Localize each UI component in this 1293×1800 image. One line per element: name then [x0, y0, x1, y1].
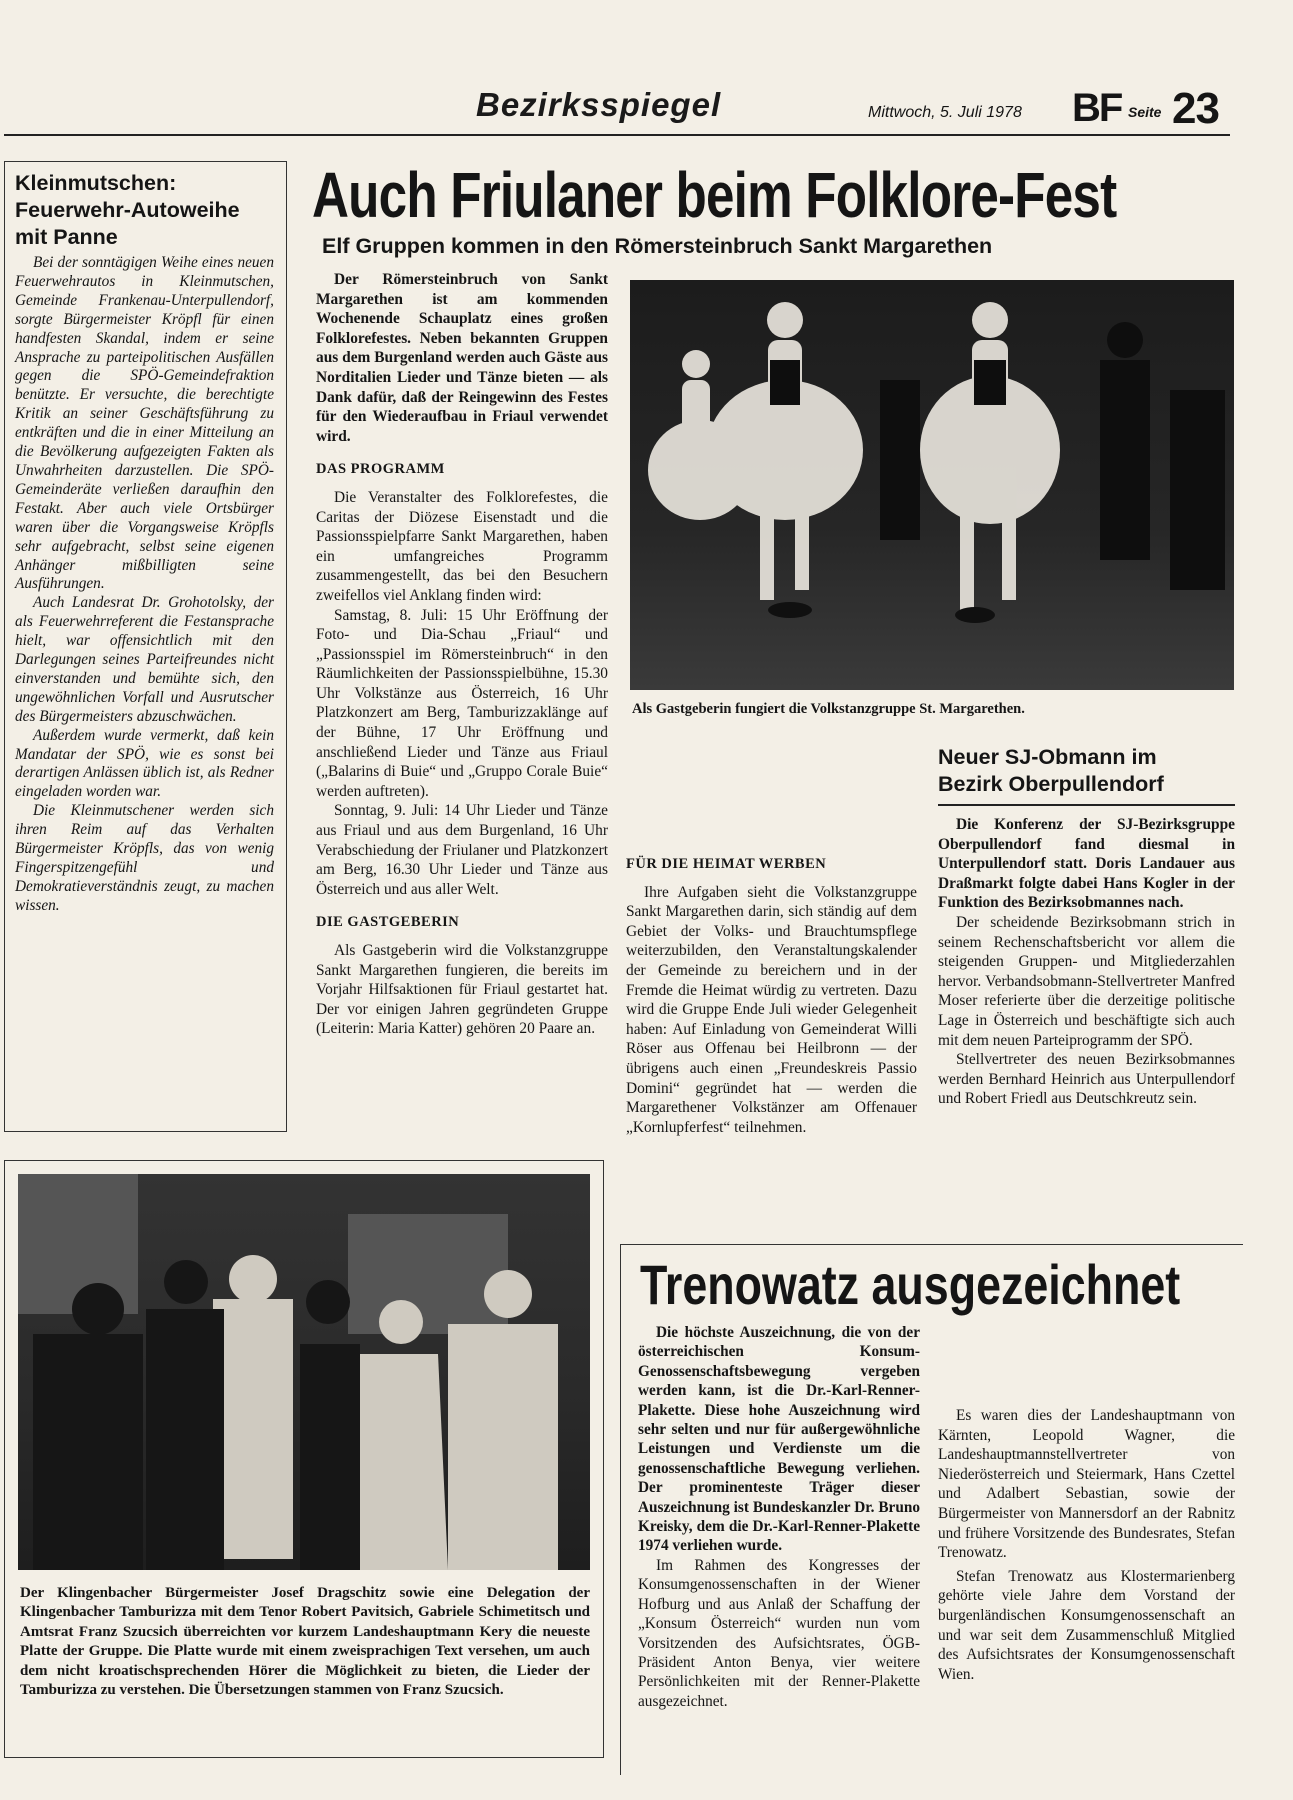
sj-paragraph: Der scheidende Bezirksobmann strich in seinem Rechenschaftsbericht vor allem die steigenden Gruppen- und Mitgliederzahlen hervor. Verbandsobmann-Stellvertreter Manfred Moser referierte über die derzeitige politische Lage in Österreich und beschäftigte sich auch mit dem neuen Parteiprogramm der SPÖ.	[938, 913, 1235, 1049]
trenowatz-headline: Trenowatz ausgezeichnet	[640, 1253, 1181, 1316]
sj-headline-line-2: Bezirk Oberpullendorf	[938, 772, 1164, 796]
section-title: Bezirksspiegel	[476, 86, 722, 123]
main-paragraph: Die Veranstalter des Folklorefestes, die Caritas der Diözese Eisenstadt und die Passionsspielpfarre Sankt Margarethen, haben ein umfangreiches Programm zusammengestellt, das bei den Besuchern zweifellos viel Anklang finden wird:	[316, 488, 608, 604]
dancers-illustration	[630, 280, 1234, 690]
page-number: 23	[1172, 84, 1219, 133]
main-paragraph: Ihre Aufgaben sieht die Volkstanzgruppe Sankt Margarethen darin, sich ständig auf dem Gebiet der Volks- und Brauchtumspflege weiterzubilden, den Veranstaltungskalender der Gemeinde zu bereichern und in der Fremde die Heimat würdig zu vertreten. Dazu wird die Gruppe Ende Juli wieder Gelegenheit haben: Auf Einladung von Gemeinderat Willi Röser aus Offenau bei Heilbronn — der übrigens auch einen „Freundeskreis Passio Domini“ gegründet hat — werden die Margarethener Volkstänzer am Offenauer „Kornlupferfest“ teilnehmen.	[626, 883, 917, 1136]
main-paragraph: Als Gastgeberin wird die Volkstanzgruppe Sankt Margarethen fungieren, die bereits im Vorjahr Hilfsaktionen für Friaul gestartet hat. Der vor einigen Jahren gegründeten Gruppe (Leiterin: Maria Katter) gehören 20 Paare an.	[316, 942, 608, 1038]
tamburizza-caption: Der Klingenbacher Bürgermeister Josef Dragschitz sowie eine Delegation der Klingenbacher Tamburizza mit dem Tenor Robert Pavitsich, Gabriele Schimetitsch und Amtsrat Franz Szucsich überreichten vor kurzem Landeshauptmann Kery die neueste Platte der Gruppe. Die Platte wurde mit einem zweisprachigen Text versehen, um auch dem nicht kroatischsprechenden Hörer die Möglichkeit zu bieten, die Lieder der Tamburizza zu verstehen. Die Übersetzungen stammen von Franz Szucsich.	[20, 1585, 590, 1699]
main-paragraph: Sonntag, 9. Juli: 14 Uhr Lieder und Tänze aus Friaul und aus dem Burgenland, 16 Uhr Verabschiedung der Friulaner und Platzkonzert am Berg, 16.30 Uhr Lieder und Tänze aus Österreich und aus aller Welt.	[316, 802, 608, 898]
sidebar-headline-line-3: mit Panne	[15, 225, 118, 249]
main-subhead: Elf Gruppen kommen in den Römersteinbruch Sankt Margarethen	[322, 234, 993, 258]
section-heading-heimat: FÜR DIE HEIMAT WERBEN	[626, 856, 827, 872]
tamburizza-illustration	[18, 1174, 590, 1570]
page-label: Seite	[1128, 104, 1162, 120]
sidebar-paragraph: Die Kleinmutschener werden sich ihren Reim auf das Verhalten Bürgermeister Kröpfls, das von wenig Fingerspitzengefühl und Demokratieverständnis zeugt, zu machen wissen.	[15, 802, 274, 914]
sidebar-paragraph: Auch Landesrat Dr. Grohotolsky, der als Feuerwehrreferent die Festansprache hielt, war offensichtlich mit den Darlegungen seines Parteifreundes nicht einverstanden und bemühte sich, den ungewöhnlichen Vorfall und Ausrutscher des Bürgermeisters abzuschwächen.	[15, 594, 274, 725]
section-heading-programm: DAS PROGRAMM	[316, 461, 445, 478]
sj-paragraph: Stellvertreter des neuen Bezirksobmannes werden Bernhard Heinrich aus Unterpullendorf und Robert Friedl aus Deutschkreutz sein.	[938, 1051, 1235, 1108]
main-paragraph: Samstag, 8. Juli: 15 Uhr Eröffnung der Foto- und Dia-Schau „Friaul“ und „Passionsspiel im Römersteinbruch“ in den Räumlichkeiten der Passionsspielbühne, 15.30 Uhr Volkstänze aus Österreich, 16 Uhr Platzkonzert am Berg, Tamburizzaklänge auf der Bühne, 17 Uhr Eröffnung und anschließend Lieder und Tänze aus Friaul („Balarins di Buie“ und „Gruppo Corale Buie“ werden auftreten).	[316, 606, 608, 800]
trenowatz-paragraph: Im Rahmen des Kongresses der Konsumgenossenschaften in der Wiener Hofburg und aus Anlaß der Schaffung der „Konsum Österreich“ wurden nun vom Vorsitzenden des Aufsichtsrates, ÖGB-Präsident Anton Benya, vier weitere Persönlichkeiten mit der Renner-Plakette ausgezeichnet.	[638, 1556, 920, 1710]
dancers-photo-caption: Als Gastgeberin fungiert die Volkstanzgruppe St. Margarethen.	[632, 701, 1025, 717]
sidebar-headline-line-1: Kleinmutschen:	[15, 171, 177, 195]
dancers-photo	[630, 280, 1234, 690]
sidebar-paragraph: Bei der sonntägigen Weihe eines neuen Feuerwehrautos in Kleinmutschen, Gemeinde Frankenau-Unterpullendorf, sorgte Bürgermeister Kröpfl für einen handfesten Skandal, indem er seine Ansprache zu parteipolitischen Ausfällen gegen die SPÖ-Gemeindefraktion benützte. Er versuchte, die berechtigte Kritik an seiner Geschäftsführung zu entkräften und die in einer Mitteilung an die Bevölkerung aufgezeigten Fakten als Unwahrheiten darzustellen. Die SPÖ-Gemeinderäte verließen daraufhin den Festakt. Aber auch viele Ortsbürger waren über die Vorgangsweise Kröpfls sehr aufgebracht, selbst seine eigenen Anhänger mißbilligten seine Ausführungen.	[15, 254, 274, 593]
trenowatz-paragraph: Stefan Trenowatz aus Klostermarienberg gehörte viele Jahre dem Vorstand der burgenländischen Konsumgenossenschaft an und war seit dem Zusammenschluß Mitglied des Aufsichtsrates der Konsumgenossenschaft Wien.	[938, 1567, 1235, 1683]
sj-lead: Die Konferenz der SJ-Bezirksgruppe Oberpullendorf fand diesmal in Unterpullendorf statt. Doris Landauer aus Draßmarkt folgte dabei Hans Kogler in der Funktion des Bezirksobmannes nach.	[938, 816, 1235, 912]
main-article-middle-column	[626, 747, 917, 1137]
main-headline: Auch Friulaner beim Folklore-Fest	[312, 159, 1117, 231]
issue-date: Mittwoch, 5. Juli 1978	[868, 104, 1022, 121]
sidebar-body	[15, 254, 274, 916]
trenowatz-left-column	[638, 1323, 920, 1711]
trenowatz-lead: Die höchste Auszeichnung, die von der österreichischen Konsum-Genossenschaftsbewegung vergeben werden kann, ist die Dr.-Karl-Renner-Plakette. Diese hohe Auszeichnung wird sehr selten und nur für außergewöhnliche Leistungen und Verdienste um die genossenschaftliche Bewegung verliehen. Der prominenteste Träger dieser Auszeichnung ist Bundeskanzler Dr. Bruno Kreisky, dem die Dr.-Karl-Renner-Plakette 1974 verliehen wurde.	[638, 1324, 920, 1555]
main-article-left-column	[316, 270, 608, 1039]
tamburizza-photo	[18, 1174, 590, 1570]
sj-headline	[938, 744, 1238, 798]
trenowatz-right-column	[938, 1406, 1235, 1684]
sj-body	[938, 815, 1235, 1109]
paper-logo: BF	[1072, 86, 1122, 130]
sj-headline-line-1: Neuer SJ-Obmann im	[938, 745, 1157, 769]
sidebar-paragraph: Außerdem wurde vermerkt, daß kein Mandatar der SPÖ, wie es sonst bei derartigen Anlässen üblich ist, als Redner eingeladen worden war.	[15, 726, 274, 801]
sidebar-headline	[15, 170, 285, 251]
sidebar-headline-line-2: Feuerwehr-Autoweihe	[15, 198, 240, 222]
trenowatz-paragraph: Es waren dies der Landeshauptmann von Kärnten, Leopold Wagner, die Landeshauptmannstellvertreter von Niederösterreich und Steiermark, Hans Czettel und Adalbert Sebastian, sowie der Bürgermeister von Mannersdorf an der Rabnitz und frühere Vorsitzende des Bundesrates, Stefan Trenowatz.	[938, 1407, 1235, 1562]
main-lead: Der Römersteinbruch von Sankt Margarethen ist am kommenden Wochenende Schauplatz eines großen Folklorefestes. Neben bekannten Gruppen aus dem Burgenland werden auch Gäste aus Norditalien Lieder und Tänze bieten — als Dank dafür, daß der Reingewinn des Festes für den Wiederaufbau in Friaul verwendet wird.	[316, 271, 608, 445]
masthead-rule	[4, 134, 1230, 136]
section-heading-gastgeberin: DIE GASTGEBERIN	[316, 914, 460, 931]
sj-rule	[938, 804, 1235, 806]
